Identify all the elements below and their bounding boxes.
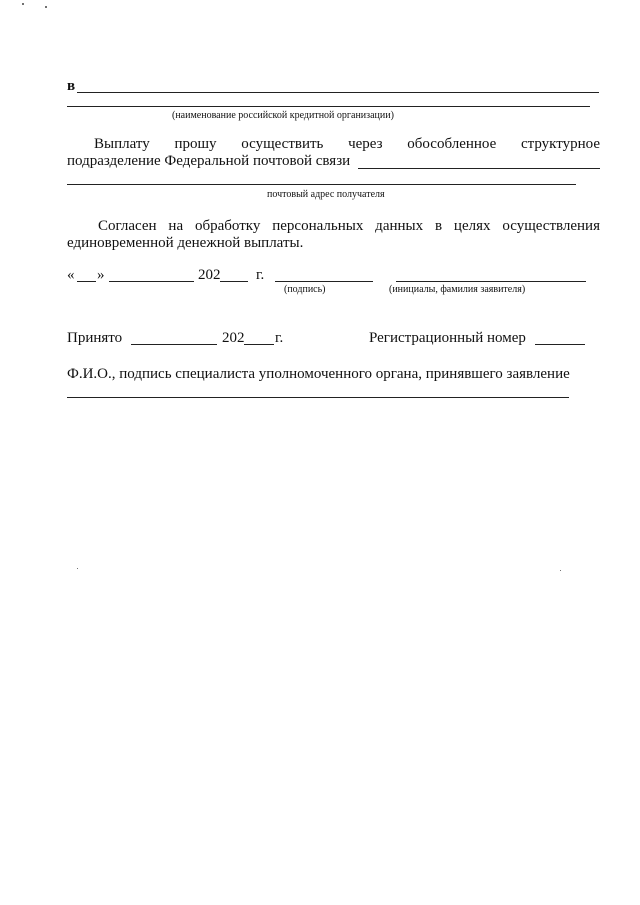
- scan-speck: [560, 570, 561, 571]
- payout-text-line1: Выплату прошу осуществить через обособленное структурное: [94, 136, 600, 152]
- bank-name-field-line-2[interactable]: [67, 106, 590, 107]
- accepted-year-prefix: 202: [222, 330, 245, 346]
- postal-office-field-line[interactable]: [358, 168, 600, 169]
- postal-address-field-line[interactable]: [67, 184, 576, 185]
- specialist-label: Ф.И.О., подпись специалиста уполномоченного органа, принявшего заявление: [67, 366, 570, 382]
- consent-text-line2: единовременной денежной выплаты.: [67, 235, 304, 251]
- accepted-date-field-line[interactable]: [131, 344, 217, 345]
- registration-number-field-line[interactable]: [535, 344, 585, 345]
- bank-name-caption: (наименование российской кредитной организации): [172, 110, 394, 121]
- signature-caption: (подпись): [284, 284, 326, 295]
- day-field-line[interactable]: [77, 281, 96, 282]
- scan-speck: [45, 6, 47, 8]
- registration-number-label: Регистрационный номер: [369, 330, 526, 346]
- accepted-label: Принято: [67, 330, 123, 346]
- bank-prefix: в: [67, 78, 76, 94]
- consent-text-line1: Согласен на обработку персональных данных в целях осуществления: [98, 218, 600, 234]
- accepted-year-suffix: г.: [275, 330, 284, 346]
- initials-field-line[interactable]: [396, 281, 586, 282]
- accepted-year-field-line[interactable]: [244, 344, 274, 345]
- year-field-line[interactable]: [220, 281, 248, 282]
- specialist-field-line[interactable]: [67, 397, 569, 398]
- date-year-prefix: 202: [198, 267, 221, 283]
- signature-field-line[interactable]: [275, 281, 373, 282]
- date-year-suffix: г.: [256, 267, 265, 283]
- date-open-quote: «: [67, 267, 75, 283]
- date-close-quote: »: [97, 267, 105, 283]
- month-field-line[interactable]: [109, 281, 194, 282]
- bank-name-field-line[interactable]: [77, 92, 599, 93]
- scan-speck: [77, 568, 78, 569]
- payout-text-line2: подразделение Федеральной почтовой связи: [67, 153, 351, 169]
- scan-speck: [22, 3, 24, 5]
- initials-caption: (инициалы, фамилия заявителя): [389, 284, 526, 295]
- postal-address-caption: почтовый адрес получателя: [267, 189, 385, 200]
